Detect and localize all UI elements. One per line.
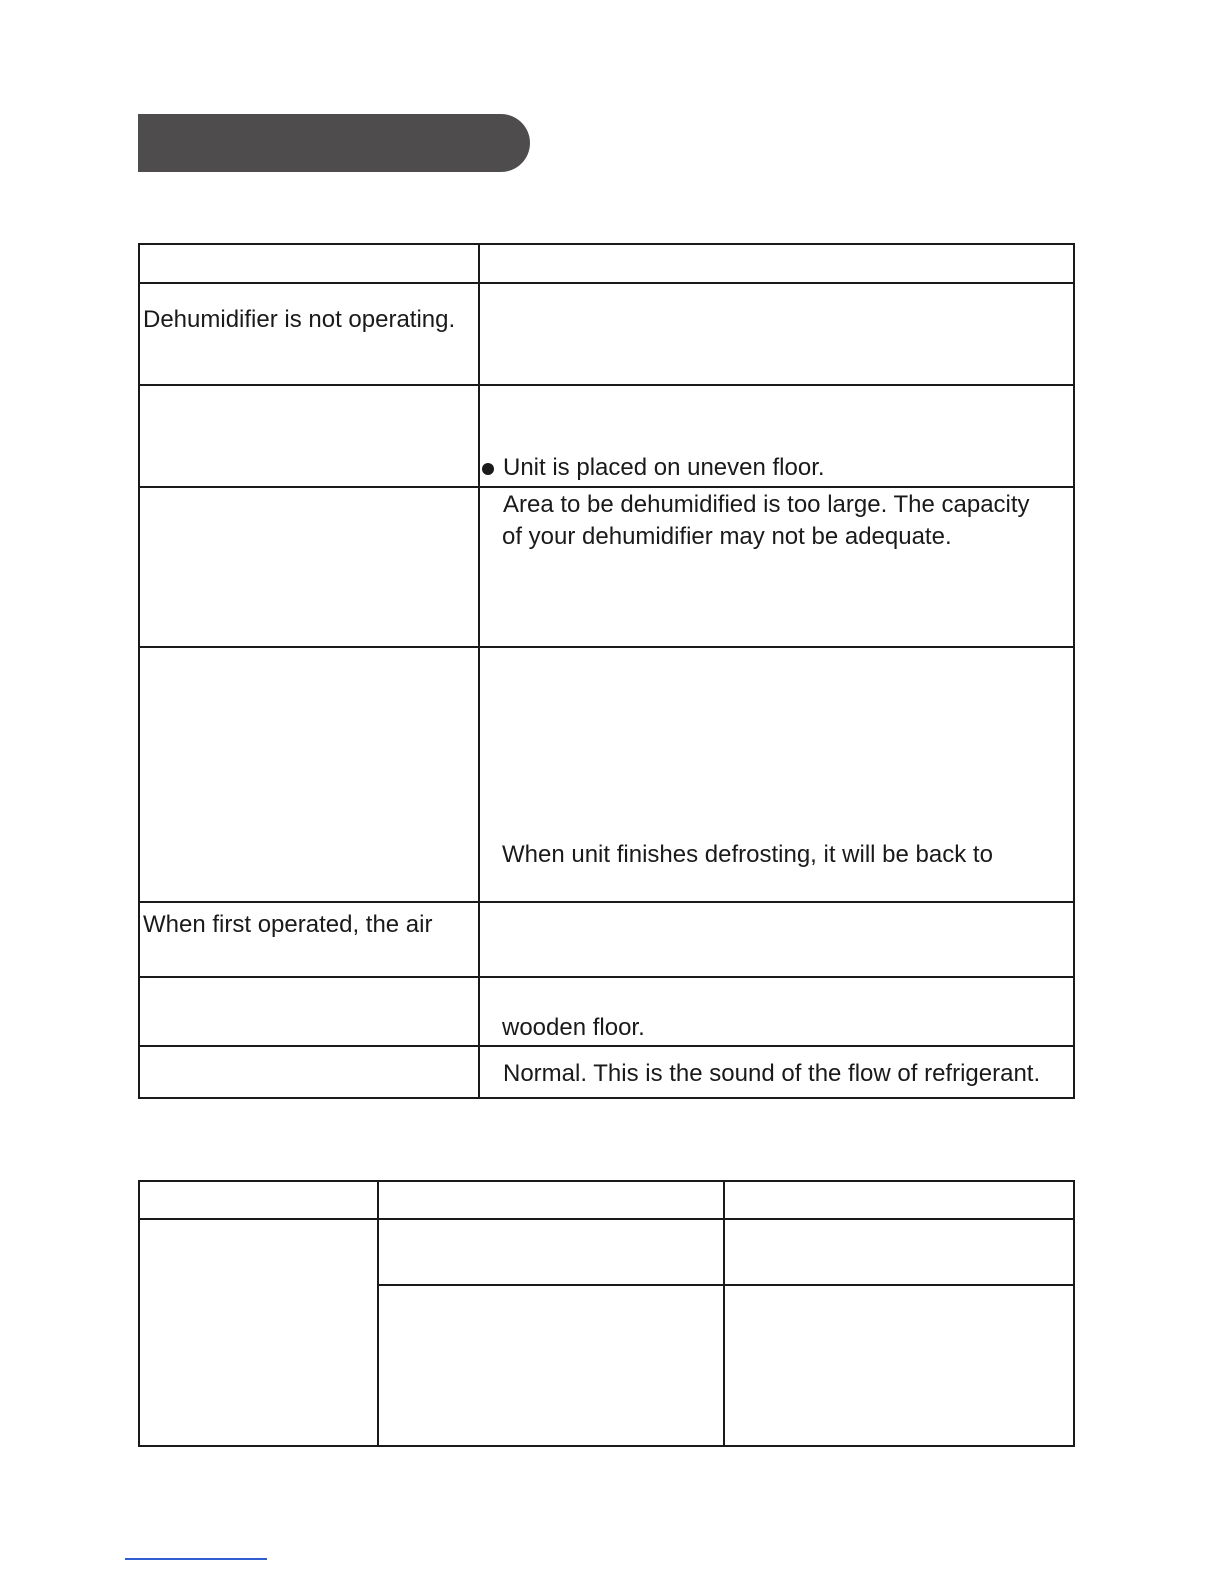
table-row-divider bbox=[138, 1218, 1075, 1220]
table-row-divider bbox=[138, 384, 1075, 386]
table-border-top bbox=[138, 243, 1075, 245]
table-border-bottom bbox=[138, 1445, 1075, 1447]
table-border-top bbox=[138, 1180, 1075, 1182]
table-column-divider bbox=[377, 1180, 379, 1447]
table-row-divider bbox=[138, 486, 1075, 488]
footer-underline bbox=[125, 1558, 267, 1560]
problem-cell: Dehumidifier is not operating. bbox=[143, 306, 456, 333]
solution-cell-continued: of your dehumidifier may not be adequate. bbox=[502, 523, 952, 550]
table-border-left bbox=[138, 1180, 140, 1447]
table-border-right bbox=[1073, 1180, 1075, 1447]
table-border-left bbox=[138, 243, 140, 1099]
table-row-divider bbox=[138, 1045, 1075, 1047]
solution-cell: Normal. This is the sound of the flow of refrigerant. bbox=[503, 1060, 1041, 1087]
table-row-divider bbox=[138, 976, 1075, 978]
table-row-divider bbox=[377, 1284, 1075, 1286]
solution-cell: When unit finishes defrosting, it will be back to bbox=[502, 841, 993, 868]
table-border-bottom bbox=[138, 1097, 1075, 1099]
table-column-divider bbox=[723, 1180, 725, 1447]
section-header-bar bbox=[138, 114, 530, 172]
table-row-divider bbox=[138, 646, 1075, 648]
table-border-right bbox=[1073, 243, 1075, 1099]
bullet-icon bbox=[482, 463, 494, 475]
table-row-divider bbox=[138, 282, 1075, 284]
table-column-divider bbox=[478, 243, 480, 1099]
solution-cell: wooden floor. bbox=[502, 1014, 645, 1041]
solution-cell: Unit is placed on uneven floor. bbox=[503, 454, 825, 481]
table-row-divider bbox=[138, 901, 1075, 903]
problem-cell: When first operated, the air bbox=[143, 911, 433, 938]
solution-cell: Area to be dehumidified is too large. The capacity bbox=[503, 491, 1030, 518]
